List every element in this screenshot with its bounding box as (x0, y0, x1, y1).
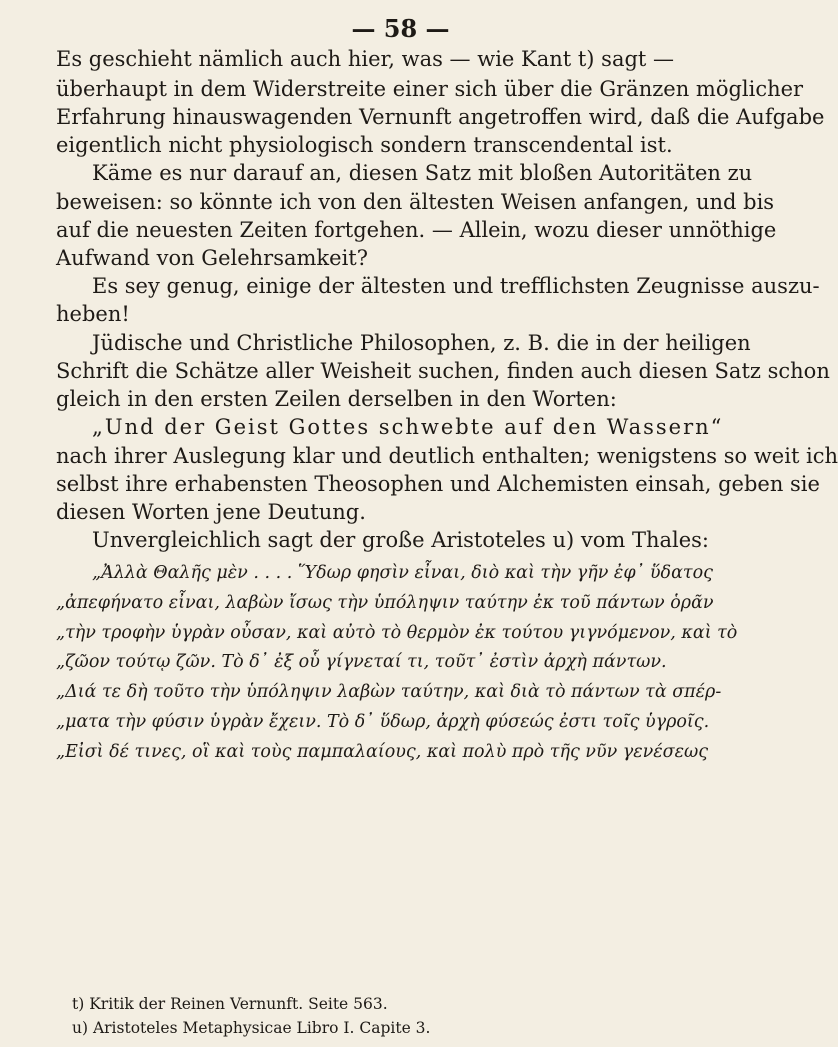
text-line: diesen Worten jene Deutung. (56, 500, 366, 524)
text-line: Käme es nur darauf an, diesen Satz mit bloßen Autoritäten zu (92, 161, 753, 185)
quote-line: „Und der Geist Gottes schwebte auf den Wassern“ (92, 415, 724, 439)
text-line: beweisen: so könnte ich von den ältesten Weisen anfangen, und bis (56, 190, 775, 214)
text-line: auf die neuesten Zeiten fortgehen. — Allein, wozu dieser unnöthige (56, 218, 777, 242)
greek-quote-line: „Διά τε δὴ τοῦτο τὴν ὑπόληψιν λαβὼν ταύτην, καὶ διὰ τὸ πάντων τὰ σπέρ- (56, 682, 722, 702)
text-line: Aufwand von Gelehrsamkeit? (56, 246, 368, 270)
text-line: Erfahrung hinauswagenden Vernunft angetroffen wird, daß die Aufgabe (56, 105, 825, 129)
text-line: heben! (56, 302, 130, 326)
text-line: überhaupt in dem Widerstreite einer sich über die Gränzen möglicher (56, 77, 804, 101)
footnote: u) Aristoteles Metaphysicae Libro I. Capite 3. (72, 1019, 431, 1037)
text-line: Es geschieht nämlich auch hier, was — wie Kant t) sagt — (56, 47, 675, 71)
greek-quote-line: „Εἰσὶ δέ τινες, οἳ καὶ τοὺς παμπαλαίους, καὶ πολὺ πρὸ τῆς νῦν γενέσεως (56, 742, 709, 762)
text-line: Unvergleichlich sagt der große Aristoteles u) vom Thales: (92, 528, 710, 552)
greek-quote-line: „ματα τὴν φύσιν ὑγρὰν ἔχειν. Τὸ δ᾽ ὕδωρ, ἀρχὴ φύσεώς ἐστι τοῖς ὑγροῖς. (56, 712, 710, 732)
footnote: t) Kritik der Reinen Vernunft. Seite 563. (72, 995, 388, 1013)
greek-quote-line: „Ἀλλὰ Θαλῆς μὲν . . . . Ὕδωρ φησὶν εἶναι, διὸ καὶ τὴν γῆν ἐφ᾽ ὕδατος (92, 563, 713, 583)
text-line: eigentlich nicht physiologisch sondern transcendental ist. (56, 133, 673, 157)
text-line: Jüdische und Christliche Philosophen, z. B. die in der heiligen (92, 331, 751, 355)
greek-quote-line: „ζῶον τούτῳ ζῶν. Τὸ δ᾽ ἐξ οὗ γίγνεταί τι, τοῦτ᾽ ἐστὶν ἀρχὴ πάντων. (56, 652, 667, 672)
text-line: gleich in den ersten Zeilen derselben in den Worten: (56, 387, 617, 411)
greek-quote-line: „τὴν τροφὴν ὑγρὰν οὖσαν, καὶ αὐτὸ τὸ θερμὸν ἐκ τούτου γιγνόμενον, καὶ τὸ (56, 623, 738, 643)
text-line: selbst ihre erhabensten Theosophen und Alchemisten einsah, geben sie (56, 472, 820, 496)
text-line: Es sey genug, einige der ältesten und trefflichsten Zeugnisse auszu- (92, 274, 820, 298)
text-line: nach ihrer Auslegung klar und deutlich enthalten; wenigstens so weit ich (56, 444, 838, 468)
text-line: Schrift die Schätze aller Weisheit suchen, finden auch diesen Satz schon (56, 359, 830, 383)
greek-quote-line: „ἀπεφήνατο εἶναι, λαβὼν ἴσως τὴν ὑπόληψιν ταύτην ἐκ τοῦ πάντων ὁρᾶν (56, 593, 714, 613)
page-number: — 58 — (351, 14, 450, 43)
